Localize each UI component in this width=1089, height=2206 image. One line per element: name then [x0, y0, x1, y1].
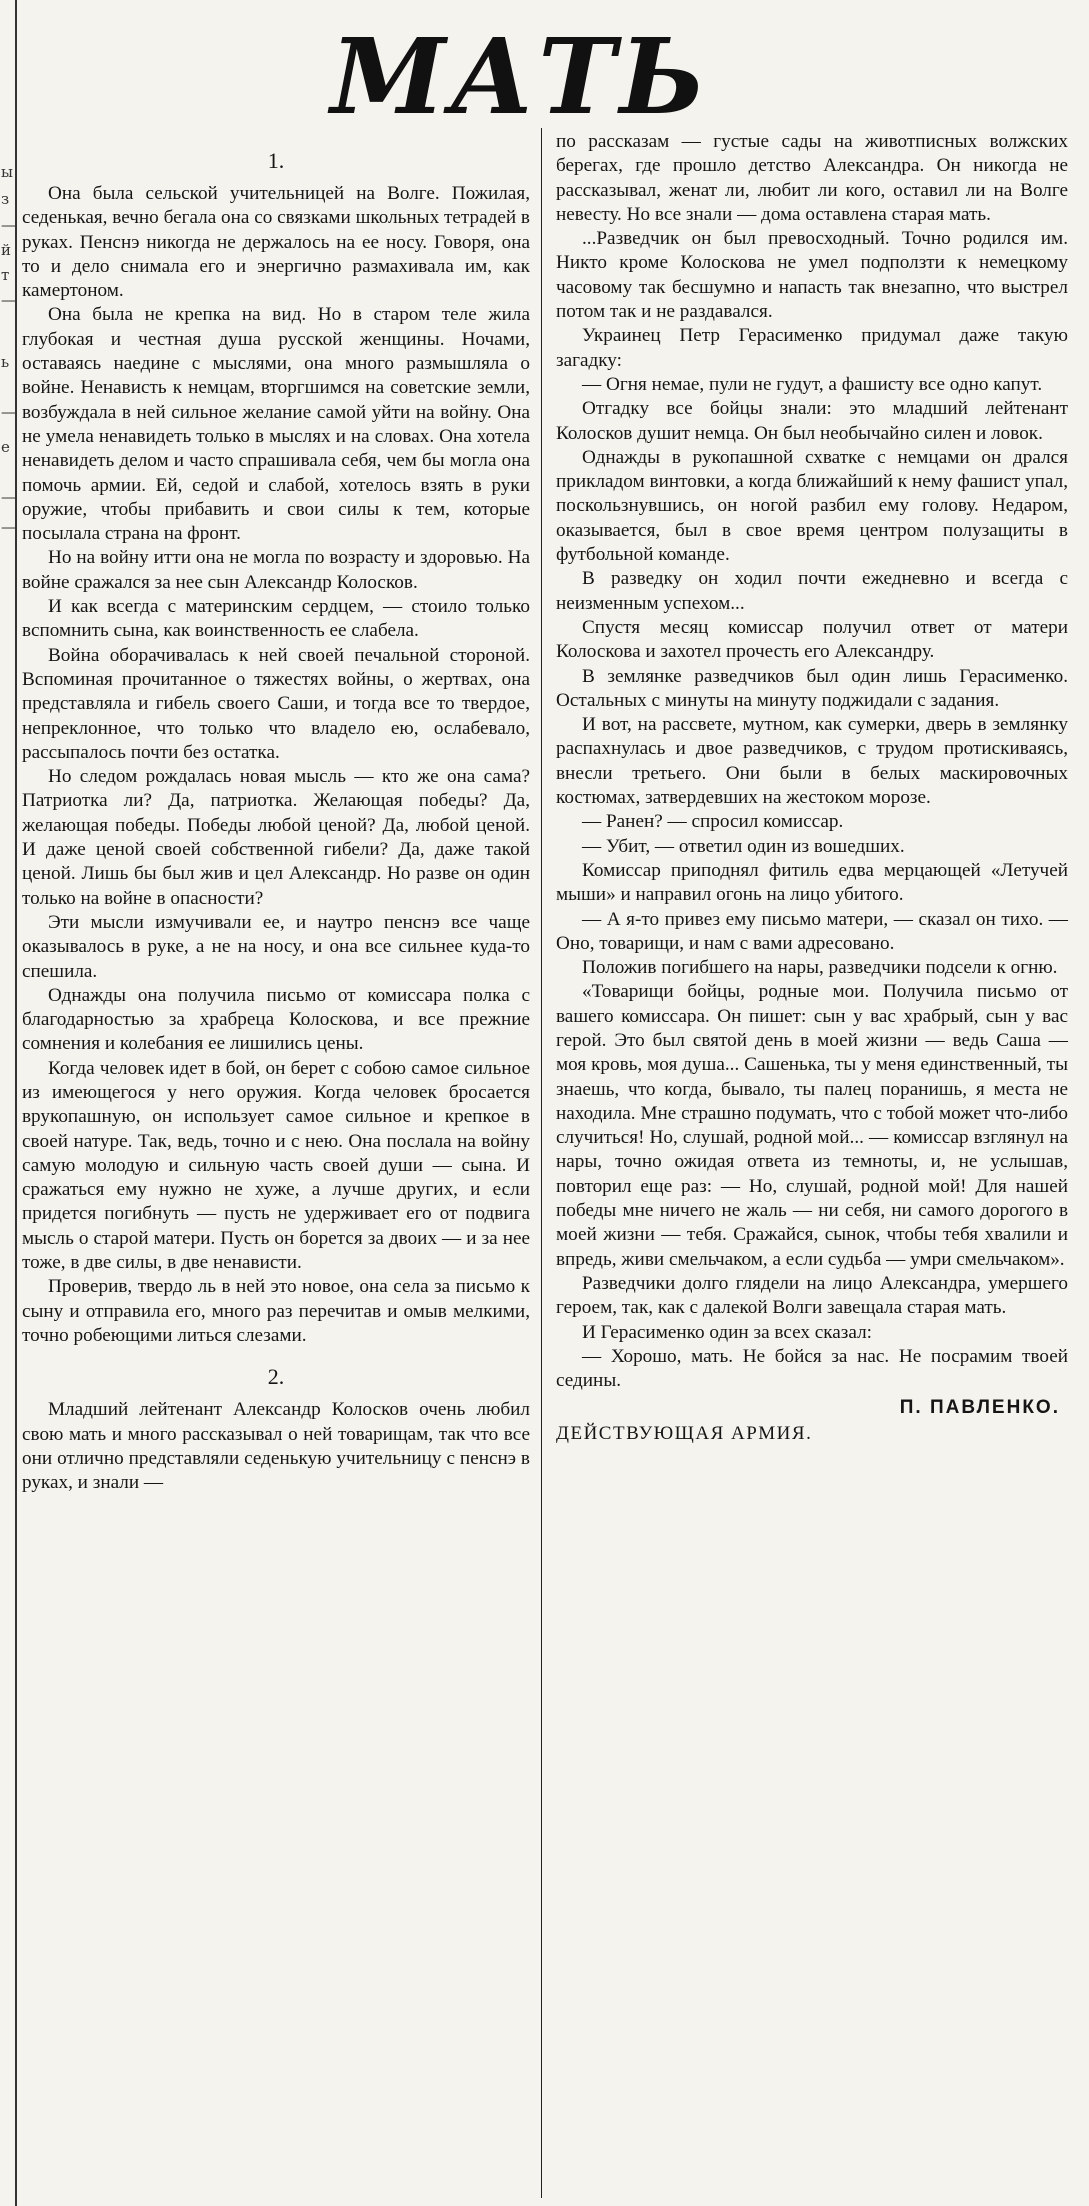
paragraph: Разведчики долго глядели на лицо Александра, умершего героем, так, как с далекой Волги завещала старая мать.	[556, 1272, 1068, 1319]
paragraph: И как всегда с материнским сердцем, — стоило только вспомнить сына, как воинственность ее слабела.	[22, 596, 530, 642]
margin-letter: —	[1, 216, 16, 234]
author-signature: П. ПАВЛЕНКО.	[899, 1397, 1060, 1419]
paragraph: — Хорошо, мать. Не бойся за нас. Не посрамим твоей седины.	[556, 1345, 1068, 1392]
paragraph: ...Разведчик он был превосходный. Точно родился им. Никто кроме Колоскова не умел подползти к немецкому часовому так бесшумно и напасть так внезапно, что выстрел потом так и не раздавался.	[556, 228, 1068, 323]
margin-letter: ь	[1, 353, 10, 371]
paragraph: Комиссар приподнял фитиль едва мерцающей «Летучей мыши» и направил огонь на лицо убитого.	[556, 859, 1068, 906]
left-margin-strip	[0, 0, 17, 2206]
paragraph: — Огня немае, пули не гудут, а фашисту все одно капут.	[582, 373, 1043, 395]
paragraph: Однажды в рукопашной схватке с немцами он дрался прикладом винтовки, а когда ближайший к нему фашист упал, поскользнувшись, он ногой разбил ему голову. Недаром, оказывается, был в свое время центром полузащиты в футбольной команде.	[556, 446, 1068, 566]
paragraph: Однажды она получила письмо от комиссара полка с благодарностью за храбреца Колоскова, и все прежние сомнения и колебания ее лишились цены.	[22, 984, 530, 1055]
paragraph: Эти мысли измучивали ее, и наутро пенснэ все чаще оказывалось в руке, а не на носу, и она все сильнее куда-то спешила.	[22, 911, 530, 982]
column-divider	[541, 128, 542, 2198]
margin-letter: —	[1, 403, 16, 421]
article-column-left	[22, 130, 530, 2200]
paragraph: по рассказам — густые сады на животписных волжских берегах, где прошло детство Александра. Он никогда не рассказывал, женат ли, любит ли кого, оставил ли на Волге невесту. Но все знали — дома оставлена старая мать.	[556, 131, 1068, 225]
section-number: 2.	[267, 1364, 285, 1390]
paragraph: Проверив, твердо ль в ней это новое, она села за письмо к сыну и отправила его, много раз перечитав и омыв мелкими, точно робеющими литься слезами.	[22, 1276, 530, 1346]
article-title: МАТЬ	[330, 15, 710, 138]
paragraph: В разведку он ходил почти ежедневно и всегда с неизменным успехом...	[556, 568, 1068, 614]
paragraph: В землянке разведчиков был один лишь Герасименко. Остальных с минуты на минуту поджидали с задания.	[556, 665, 1068, 711]
paragraph: Но на войну итти она не могла по возрасту и здоровью. На войне сражался за нее сын Александр Колосков.	[22, 547, 530, 593]
margin-letter: з	[1, 190, 10, 208]
paragraph: Но следом рождалась новая мысль — кто же она сама? Патриотка ли? Да, патриотка. Желающая победы? Да, желающая победы. Победы любой ценой? Да, любой ценой. И даже ценой своей собственной гибели? Да, даже такой ценой. Лишь бы был жив и цел Александр. Но разве он один только на войне в опасности?	[22, 766, 530, 909]
section-number: 1.	[267, 148, 285, 173]
paragraph: Отгадку все бойцы знали: это младший лейтенант Колосков душит немца. Он был необычайно силен и ловок.	[556, 398, 1068, 444]
paragraph: — Убит, — ответил один из вошедших.	[582, 835, 905, 857]
paragraph: И Герасименко один за всех сказал:	[582, 1321, 872, 1343]
paragraph: Украинец Петр Герасименко придумал даже такую загадку:	[556, 325, 1068, 371]
paragraph: Когда человек идет в бой, он берет с собою самое сильное из имеющегося у него оружия. Когда человек бросается врукопашную, он использует самое сильное и крепкое в своей натуре. Так, ведь, точно и с нею. Она послала на войну самую молодую и сильную часть своей души — сына. И сражаться ему нужно не хуже, а лучше других, и если придется погибнуть — пусть не удерживает его от подвига мысль о старой матери. Пусть он борется за двоих — и за нее тоже, в две силы, в две ненависти.	[22, 1057, 530, 1274]
margin-letter: е	[1, 438, 10, 456]
margin-letter: ы	[1, 163, 13, 181]
margin-letter: —	[1, 291, 16, 309]
paragraph: «Товарищи бойцы, родные мои. Получила письмо от вашего комиссара. Он пишет: сын у вас храбрый, сын у вас герой. Это был святой день в моей жизни — ведь Саша — моя кровь, моя душа... Сашенька, ты у меня единственный, ты знаешь, что когда, бывало, ты палец поранишь, я места не находила. Мне страшно подумать, что с тобой может что-либо случиться! Но, слушай, родной мой... — комиссар взглянул на нары, точно ожидая ответа из темноты, и, не услышав, повторил еще раз: — Но, слушай, родной мой! Для нашей победы мне ничего не жаль — ни себя, ни самого дорогого в моей жизни — тебя. Сражайся, сынок, чтобы тебя хвалили и впредь, живи смельчаком, а если судьба — умри смельчаком».	[556, 981, 1068, 1270]
paragraph: Спустя месяц комиссар получил ответ от матери Колоскова и захотел прочесть его Александру.	[556, 616, 1068, 663]
dateline-place: ДЕЙСТВУЮЩАЯ АРМИЯ.	[556, 1423, 813, 1445]
paragraph: Младший лейтенант Александр Колосков очень любил свою мать и много рассказывал о ней товарищам, так что все они отлично представляли седенькую учительницу с пенснэ в руках, и знали —	[22, 1399, 530, 1494]
paragraph: И вот, на рассвете, мутном, как сумерки, дверь в землянку распахнулась и двое разведчиков, с трудом протискиваясь, внесли третьего. Они были в белых маскировочных костюмах, затвердевших на жестоком морозе.	[556, 714, 1068, 809]
margin-letter: т	[1, 266, 10, 284]
paragraph: — Ранен? — спросил комиссар.	[582, 811, 844, 833]
margin-letter: —	[1, 488, 16, 506]
paragraph: Война оборачивалась к ней своей печальной стороной. Вспоминая прочитанное о тяжестях войны, о жертвах, она представляла и гибель своего Саши, и тогда все то твердое, непреклонное, что только что владело ею, ослабевало, рассыпалось почти без остатка.	[22, 644, 530, 763]
paragraph: — А я-то привез ему письмо матери, — сказал он тихо. — Оно, товарищи, и нам с вами адресовано.	[556, 908, 1068, 954]
margin-letter: —	[1, 518, 16, 536]
section-1-body	[22, 182, 530, 1348]
article-column-right	[556, 130, 1068, 2200]
paragraph: Она была сельской учительницей на Волге. Пожилая, седенькая, вечно бегала она со связками школьных тетрадей в руках. Пенснэ никогда не держалось на ее носу. Говоря, она то и дело снимала его и энергично размахивала им, как камертоном.	[22, 183, 530, 302]
paragraph: Положив погибшего на нары, разведчики подсели к огню.	[582, 957, 1058, 979]
margin-letter: й	[1, 241, 11, 259]
paragraph: Она была не крепка на вид. Но в старом теле жила глубокая и честная душа русской женщины. Ночами, оставаясь наедине с мыслями, она много размышляла о войне. Ненависть к немцам, вторгшимся на советские земли, возбуждала в ней сильное желание самой уйти на войну. Она не умела ненавидеть только в мыслях и на словах. Она хотела ненавидеть делом и часто спрашивала себя, чем бы могла она помочь армии. Ей, седой и слабой, хотелось взять в руки оружие, чтобы прибавить и свои силы к тем, которые посылала страна на фронт.	[22, 304, 530, 545]
section-2-body	[22, 1398, 530, 1495]
